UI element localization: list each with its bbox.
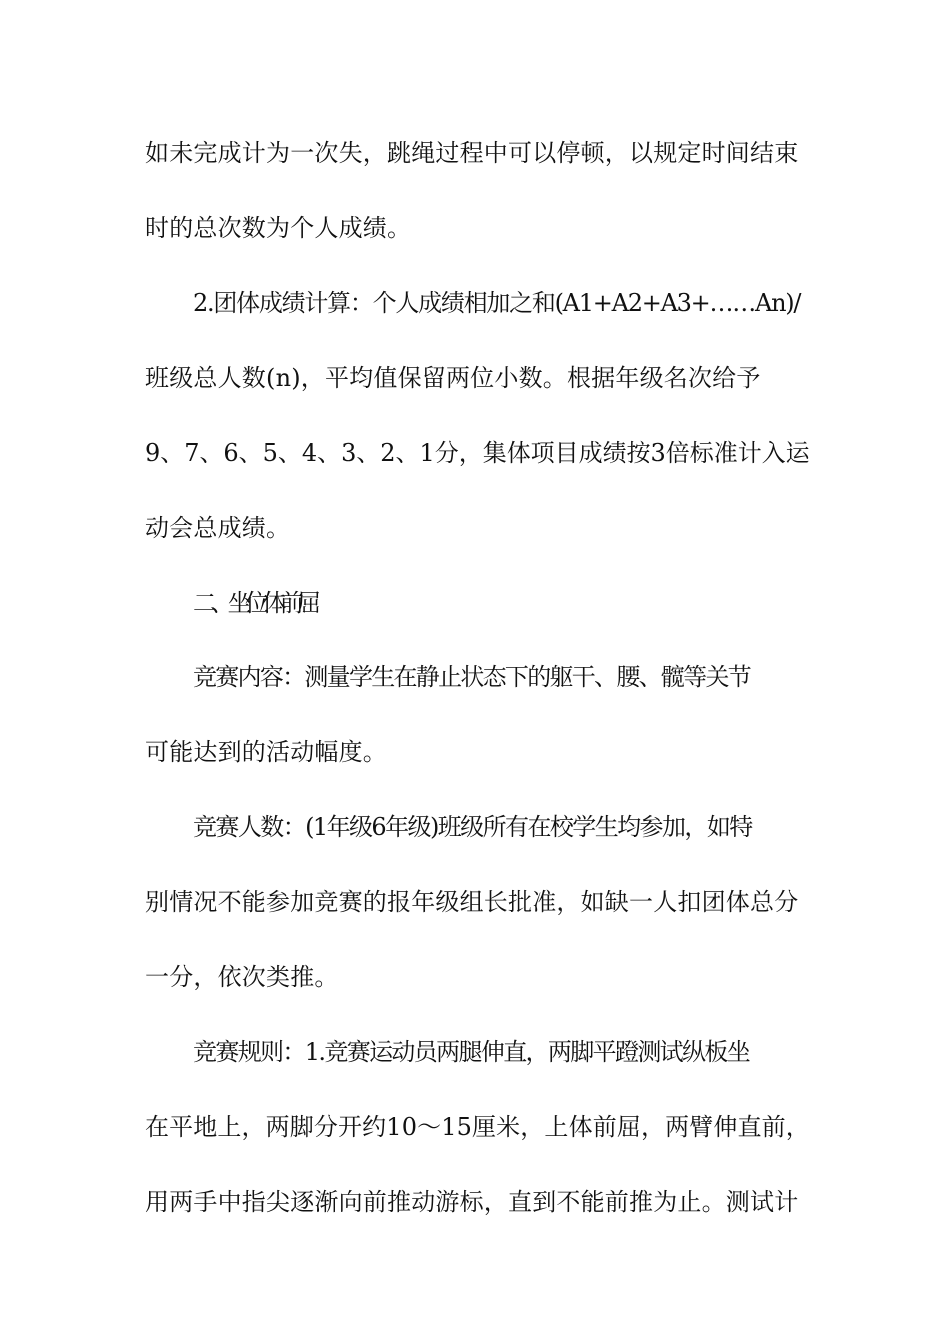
paragraph-line: 别情况不能参加竞赛的报年级组长批准，如缺一人扣团体总分: [145, 888, 799, 916]
paragraph-line: 如未完成计为一次失，跳绳过程中可以停顿，以规定时间结束: [145, 139, 799, 167]
paragraph-line: 2.团体成绩计算：个人成绩相加之和(A1+A2+A3+……An)/: [193, 289, 801, 317]
paragraph-line: 动会总成绩。: [145, 514, 291, 542]
paragraph-line: 班级总人数(n)，平均值保留两位小数。根据年级名次给予: [145, 364, 761, 392]
paragraph-line: 用两手中指尖逐渐向前推动游标，直到不能前推为止。测试计: [145, 1188, 799, 1216]
paragraph-line: 竞赛规则：1.竞赛运动员两腿伸直，两脚平蹬测试纵板坐: [193, 1038, 750, 1066]
section-heading: 二、坐位体前屈: [193, 589, 315, 617]
paragraph-line: 时的总次数为个人成绩。: [145, 214, 412, 242]
paragraph-line: 可能达到的活动幅度。: [145, 738, 387, 766]
paragraph-line: 9、7、6、5、4、3、2、1分，集体项目成绩按3倍标准计入运: [145, 439, 810, 467]
paragraph-line: 竞赛内容：测量学生在静止状态下的躯干、腰、髋等关节: [193, 663, 750, 691]
paragraph-line: 一分，依次类推。: [145, 963, 339, 991]
paragraph-line: 竞赛人数：(1年级6年级)班级所有在校学生均参加，如特: [193, 813, 752, 841]
paragraph-line: 在平地上，两脚分开约10～15厘米，上体前屈，两臂伸直前，: [145, 1113, 810, 1141]
